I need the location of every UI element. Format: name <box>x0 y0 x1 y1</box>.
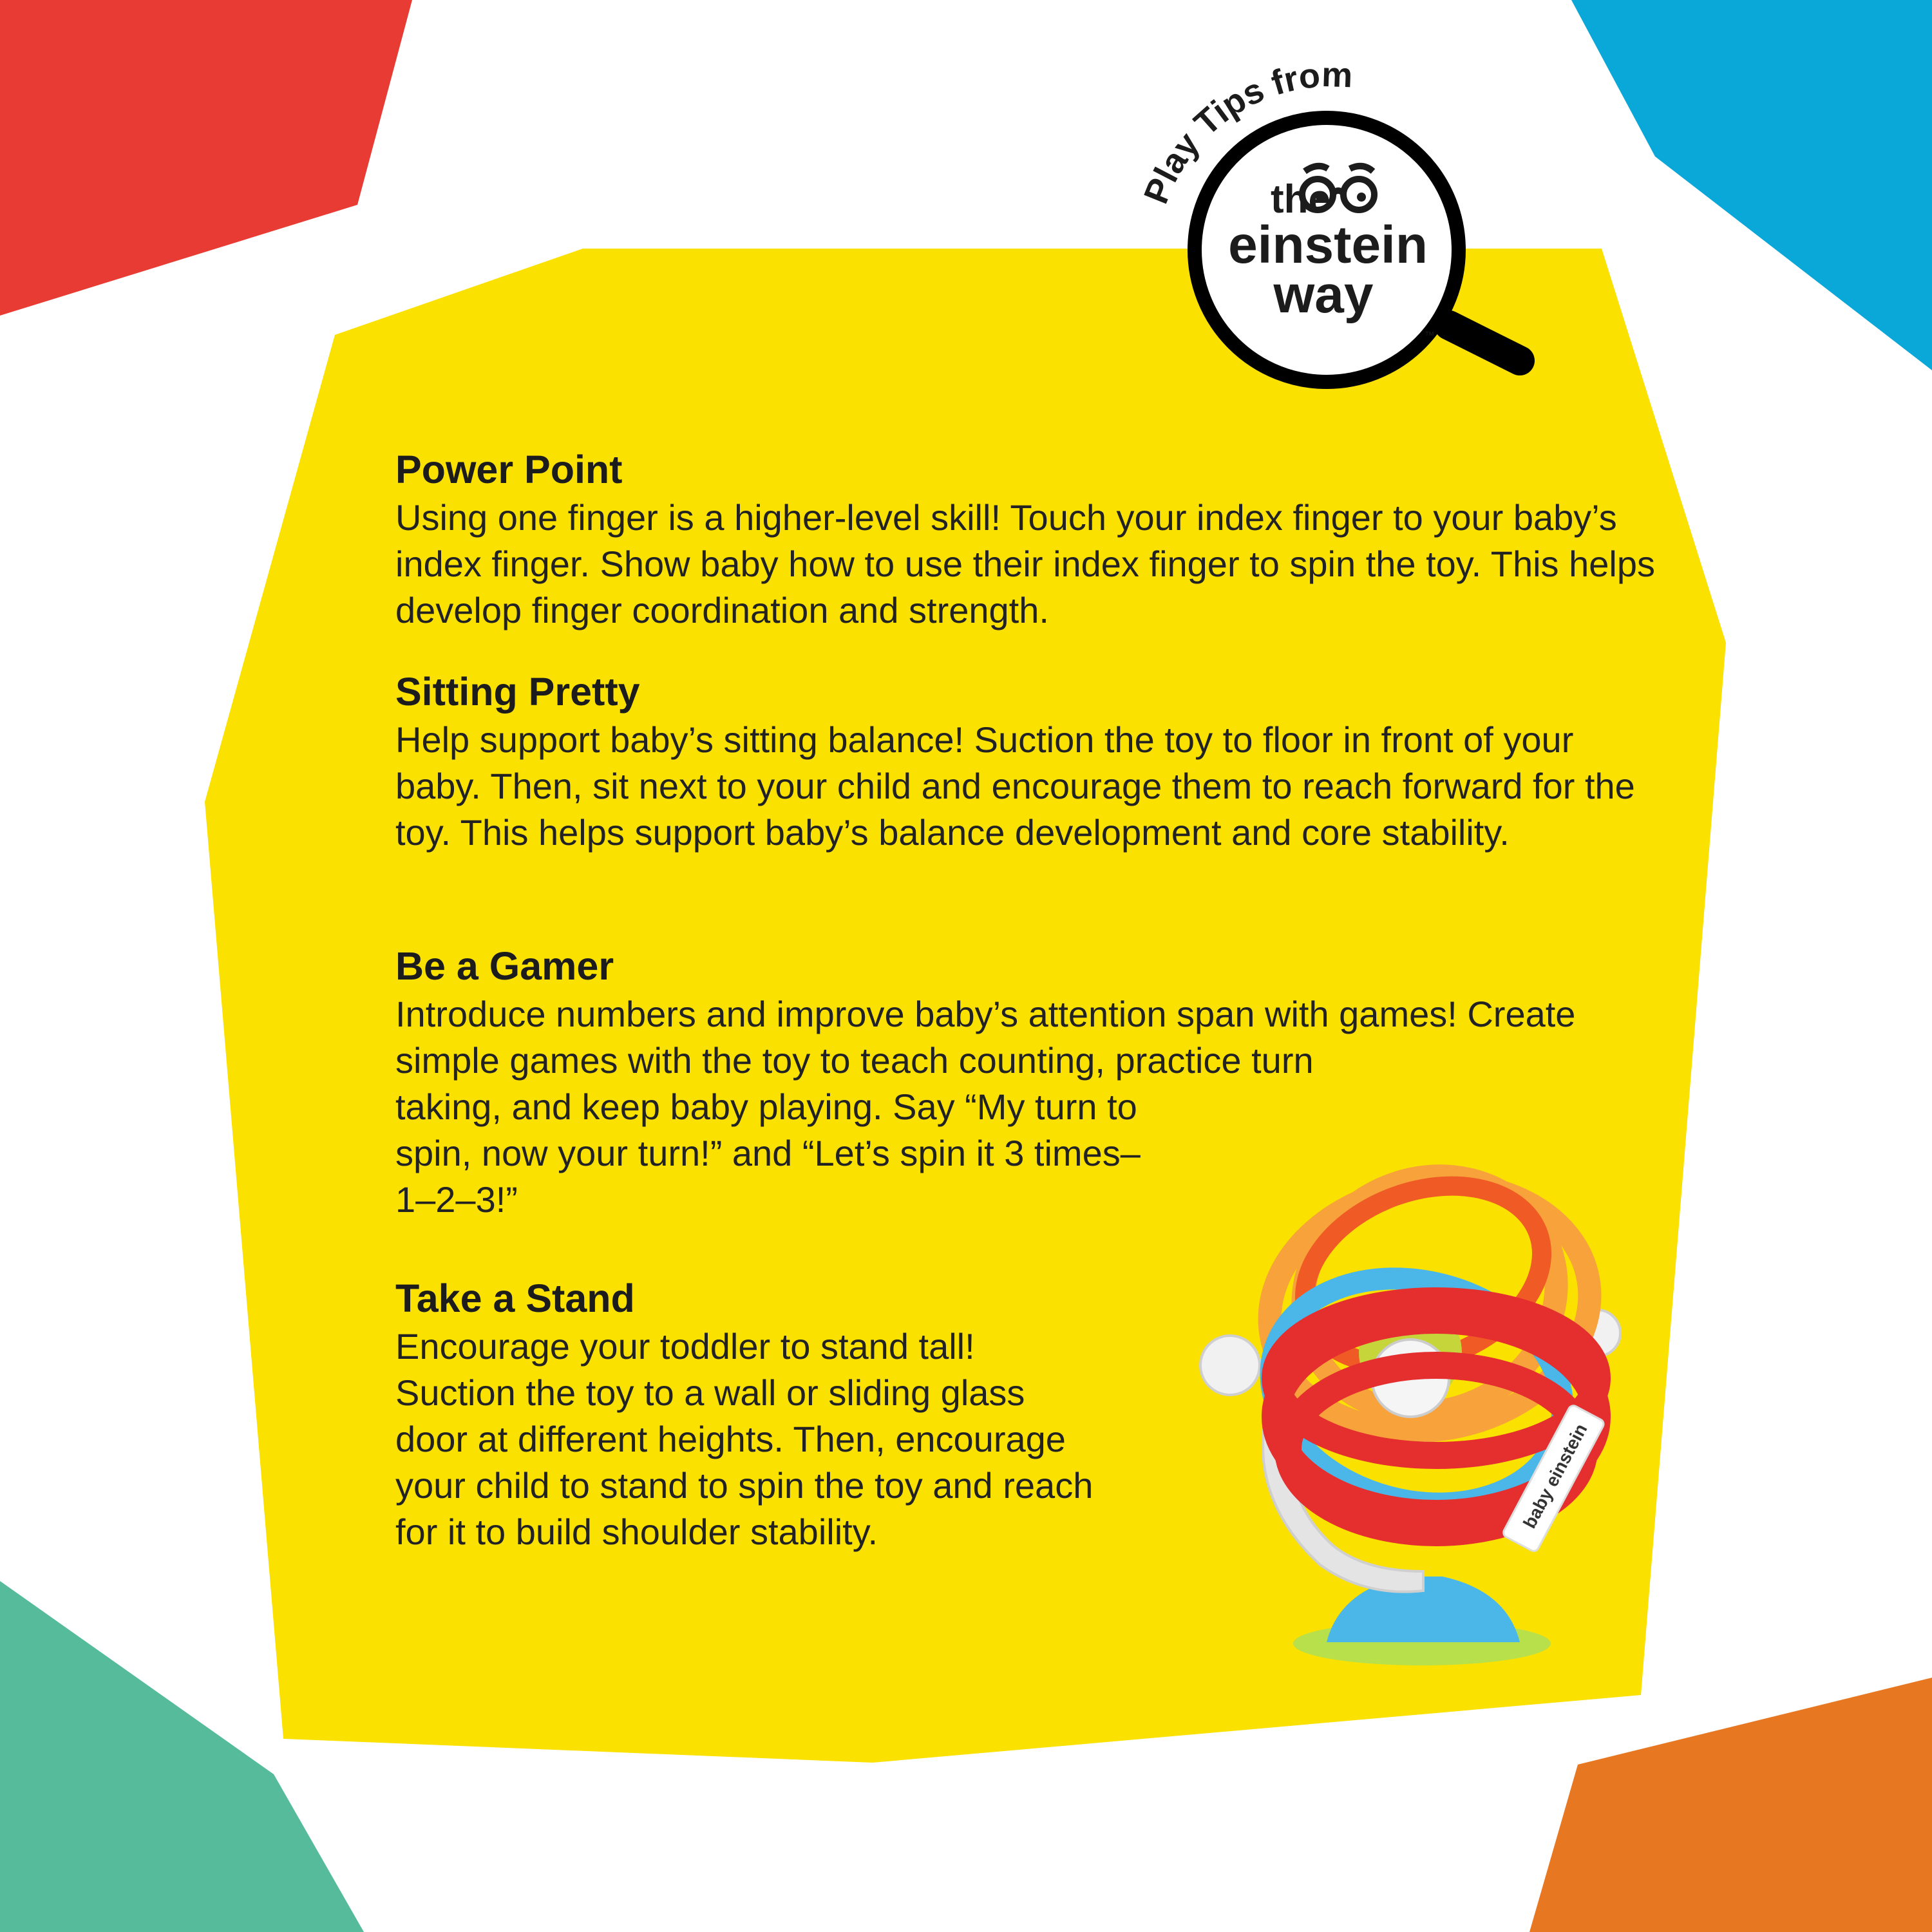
spinner-toy-image <box>1153 1146 1629 1674</box>
logo-trademark: ™ <box>1425 330 1435 341</box>
tip-take-a-stand <box>395 1273 1104 1555</box>
toy-left-knob <box>1200 1336 1260 1395</box>
red-corner-shape <box>0 0 412 316</box>
toy-label-text: baby einstein <box>1519 1420 1591 1532</box>
tip-body-part2: taking, and keep baby playing. Say “My turn to spin, now your turn!” and “Let’s spin it 3 times–1–2–3!” <box>395 1086 1141 1220</box>
logo-arc-text: Play Tips from <box>1136 55 1354 209</box>
logo-line-the: the <box>1271 177 1331 222</box>
tip-body: Encourage your toddler to stand tall! Suction the toy to a wall or sliding glass door at different heights. Then, encourage your child to stand to spin the toy and reach for it to build shoulder stability. <box>395 1326 1094 1552</box>
orange-corner-shape <box>1530 1678 1932 1932</box>
tip-title: Be a Gamer <box>395 944 614 988</box>
tip-title: Sitting Pretty <box>395 670 640 714</box>
tip-power-point <box>395 444 1658 634</box>
tip-body: Help support baby’s sitting balance! Suction the toy to floor in front of your baby. Then, sit next to your child and encourage them to reach forward for the toy. This helps support baby’s balance development and core stability. <box>395 719 1635 853</box>
logo-line-einstein: einstein <box>1228 216 1428 274</box>
tip-body: Using one finger is a higher-level skill! Touch your index finger to your baby’s index finger. Show baby how to use their index finger to spin the toy. This helps develop finger coordination and strength. <box>395 497 1655 630</box>
tip-title: Power Point <box>395 448 623 491</box>
tip-body-part1: Introduce numbers and improve baby’s attention span with games! Create simple games with the toy to teach counting, practice turn <box>395 994 1576 1081</box>
logo-line-way: way <box>1273 265 1374 324</box>
einstein-way-logo <box>1127 52 1546 412</box>
tip-sitting-pretty <box>395 667 1658 856</box>
blue-corner-shape <box>1571 0 1932 370</box>
tip-title: Take a Stand <box>395 1276 635 1320</box>
